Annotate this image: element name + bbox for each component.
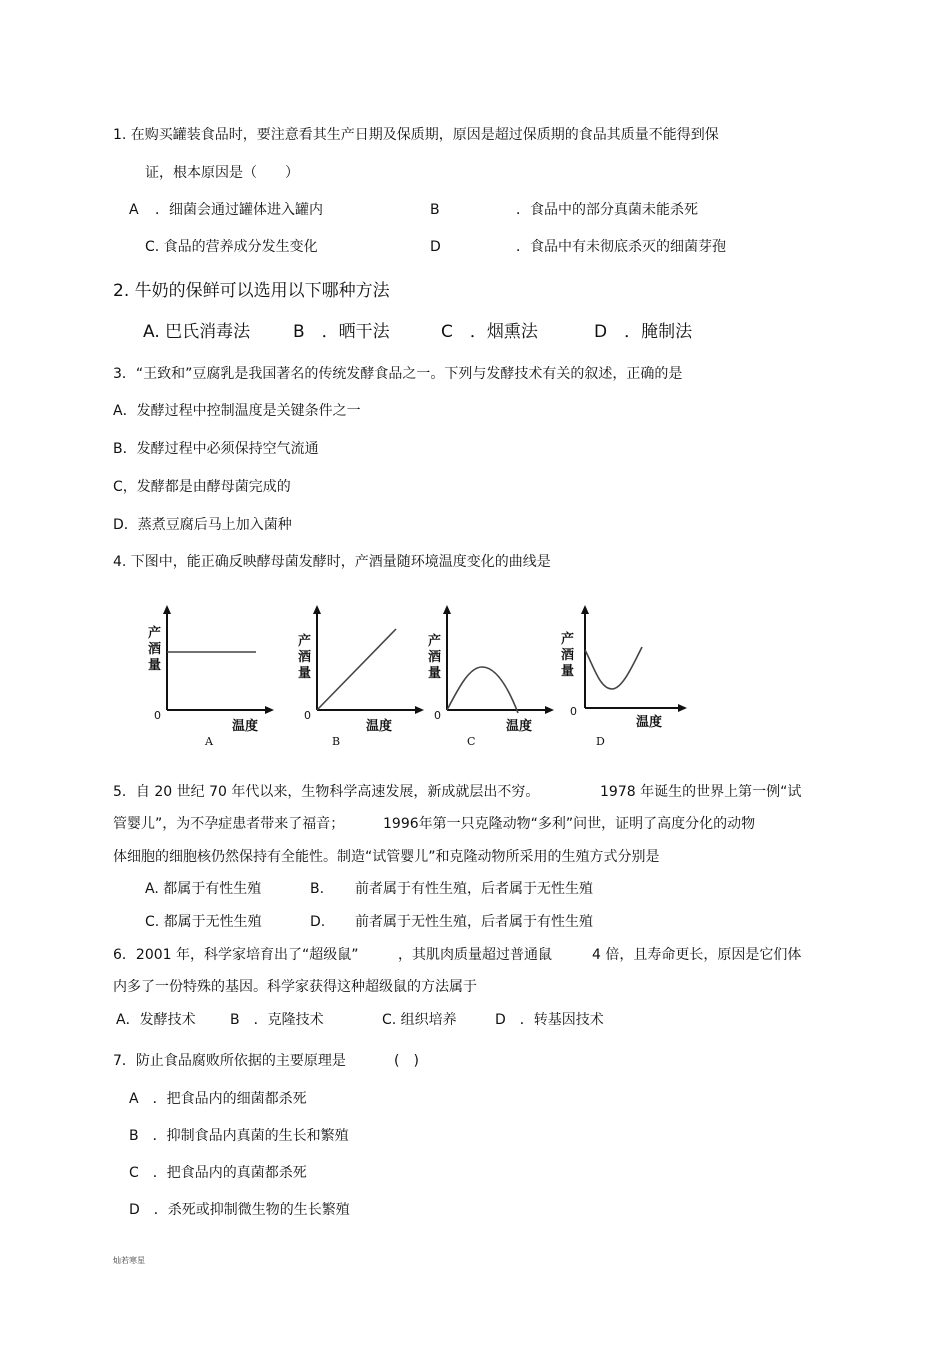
graph-letter-d: D (596, 735, 605, 748)
q1-stem-line1: 1. 在购买罐装食品时，要注意看其生产日期及保质期，原因是超过保质期的食品其质量不能得到保 (113, 127, 719, 143)
q7-answer-paren: ( ) (394, 1053, 419, 1069)
curve-peak (447, 667, 518, 713)
q6-option-a: A．发酵技术 (116, 1012, 196, 1028)
y-label-1: 产 (428, 634, 442, 649)
q3-stem: 3．“王致和”豆腐乳是我国著名的传统发酵食品之一。下列与发酵技术有关的叙述，正确的是 (113, 366, 683, 382)
q6-stem-line1b: ，其肌肉质量超过普通鼠 (398, 947, 552, 963)
q1-option-d-letter: D (430, 239, 441, 255)
q3-option-c: C，发酵都是由酵母菌完成的 (113, 479, 291, 495)
q2-stem: 2. 牛奶的保鲜可以选用以下哪种方法 (113, 281, 390, 301)
q3-option-d: D．蒸煮豆腐后马上加入菌种 (113, 517, 292, 533)
y-label-2: 酒 (148, 642, 162, 657)
q5-stem-line3: 体细胞的细胞核仍然保持有全能性。制造“试管婴儿”和克隆动物所采用的生殖方式分别是 (113, 849, 660, 865)
q5-option-a: A. 都属于有性生殖 (145, 881, 262, 897)
y-label-1: 产 (561, 632, 575, 647)
y-axis-arrow (313, 605, 321, 614)
q2-option-a: A. 巴氏消毒法 (143, 322, 251, 342)
graph-letter-c: C (467, 735, 476, 748)
q4-graph-c (420, 605, 560, 754)
curve-linear (317, 629, 396, 710)
q4-graph-b (290, 605, 430, 754)
q1-option-d: ．食品中有未彻底杀灭的细菌芽孢 (516, 239, 726, 255)
y-label-3: 量 (428, 666, 442, 681)
x-axis-arrow (678, 704, 687, 712)
curve-valley (585, 647, 642, 689)
q6-stem-line1a: 6．2001 年，科学家培育出了“超级鼠” (113, 947, 359, 963)
q6-option-b: B ．克隆技术 (230, 1012, 324, 1028)
q7-option-c: C ．把食品内的真菌都杀死 (129, 1165, 307, 1181)
graph-letter-a: A (205, 735, 213, 748)
q5-stem-line1b: 1978 年诞生的世界上第一例“试 (600, 784, 802, 800)
y-axis-arrow (163, 605, 171, 614)
q1-option-b-letter: B (430, 202, 440, 218)
origin-zero: 0 (570, 705, 577, 718)
q5-option-b: 前者属于有性生殖，后者属于无性生殖 (355, 881, 593, 897)
x-axis-arrow (265, 706, 274, 714)
q5-stem-line2a: 管婴儿”，为不孕症患者带来了福音； (113, 816, 345, 832)
origin-zero: 0 (434, 709, 441, 722)
x-label: 温度 (232, 719, 259, 734)
q4-stem: 4. 下图中，能正确反映酵母菌发酵时，产酒量随环境温度变化的曲线是 (113, 554, 551, 570)
q6-option-c: C. 组织培养 (382, 1012, 457, 1028)
y-label-2: 酒 (428, 650, 442, 665)
q5-stem-line1a: 5．自 20 世纪 70 年代以来，生物科学高速发展，新成就层出不穷。 (113, 784, 540, 800)
q2-option-c: C ．烟熏法 (441, 322, 538, 342)
x-axis-arrow (545, 706, 554, 714)
q2-option-b: B ．晒干法 (293, 322, 390, 342)
q5-option-c: C. 都属于无性生殖 (145, 914, 262, 930)
y-label-3: 量 (298, 666, 312, 681)
origin-zero: 0 (304, 709, 311, 722)
y-label-1: 产 (298, 634, 312, 649)
q5-option-d-letter: D. (310, 914, 326, 930)
q7-option-b: B ．抑制食品内真菌的生长和繁殖 (129, 1128, 349, 1144)
q3-option-b: B．发酵过程中必须保持空气流通 (113, 441, 319, 457)
q7-stem: 7．防止食品腐败所依据的主要原理是 (113, 1053, 346, 1069)
graph-letter-b: B (332, 735, 341, 748)
y-axis-arrow (443, 605, 451, 614)
y-axis-arrow (581, 605, 589, 614)
y-label-2: 酒 (298, 650, 312, 665)
q4-graph-a (140, 605, 280, 754)
y-label-2: 酒 (561, 648, 575, 663)
y-label-1: 产 (148, 626, 162, 641)
q1-option-a: ．细菌会通过罐体进入罐内 (155, 202, 323, 218)
q3-option-a: A．发酵过程中控制温度是关键条件之一 (113, 403, 361, 419)
q4-graph-d (558, 605, 698, 754)
q7-option-a: A ．把食品内的细菌都杀死 (129, 1091, 307, 1107)
q1-option-b: ．食品中的部分真菌未能杀死 (516, 202, 698, 218)
origin-zero: 0 (154, 709, 161, 722)
q1-option-a-letter: A (129, 202, 139, 218)
y-label-3: 量 (561, 664, 575, 679)
x-label: 温度 (366, 719, 393, 734)
q1-stem-line2: 证，根本原因是（ ） (145, 165, 299, 181)
y-label-3: 量 (148, 658, 162, 673)
q5-option-d: 前者属于无性生殖，后者属于有性生殖 (355, 914, 593, 930)
q2-option-d: D ．腌制法 (594, 322, 693, 342)
q7-option-d: D ．杀死或抑制微生物的生长繁殖 (129, 1202, 350, 1218)
q6-stem-line1c: 4 倍，且寿命更长，原因是它们体 (592, 947, 802, 963)
q1-option-c: C. 食品的营养成分发生变化 (145, 239, 318, 255)
q6-stem-line2: 内多了一份特殊的基因。科学家获得这种超级鼠的方法属于 (113, 979, 477, 995)
q6-option-d: D ．转基因技术 (495, 1012, 604, 1028)
x-label: 温度 (506, 719, 533, 734)
page-footer: 灿若寒星 (113, 1256, 145, 1265)
q5-stem-line2b: 1996年第一只克隆动物“多利”问世，证明了高度分化的动物 (383, 816, 756, 832)
q5-option-b-letter: B. (310, 881, 325, 897)
x-label: 温度 (636, 715, 663, 730)
